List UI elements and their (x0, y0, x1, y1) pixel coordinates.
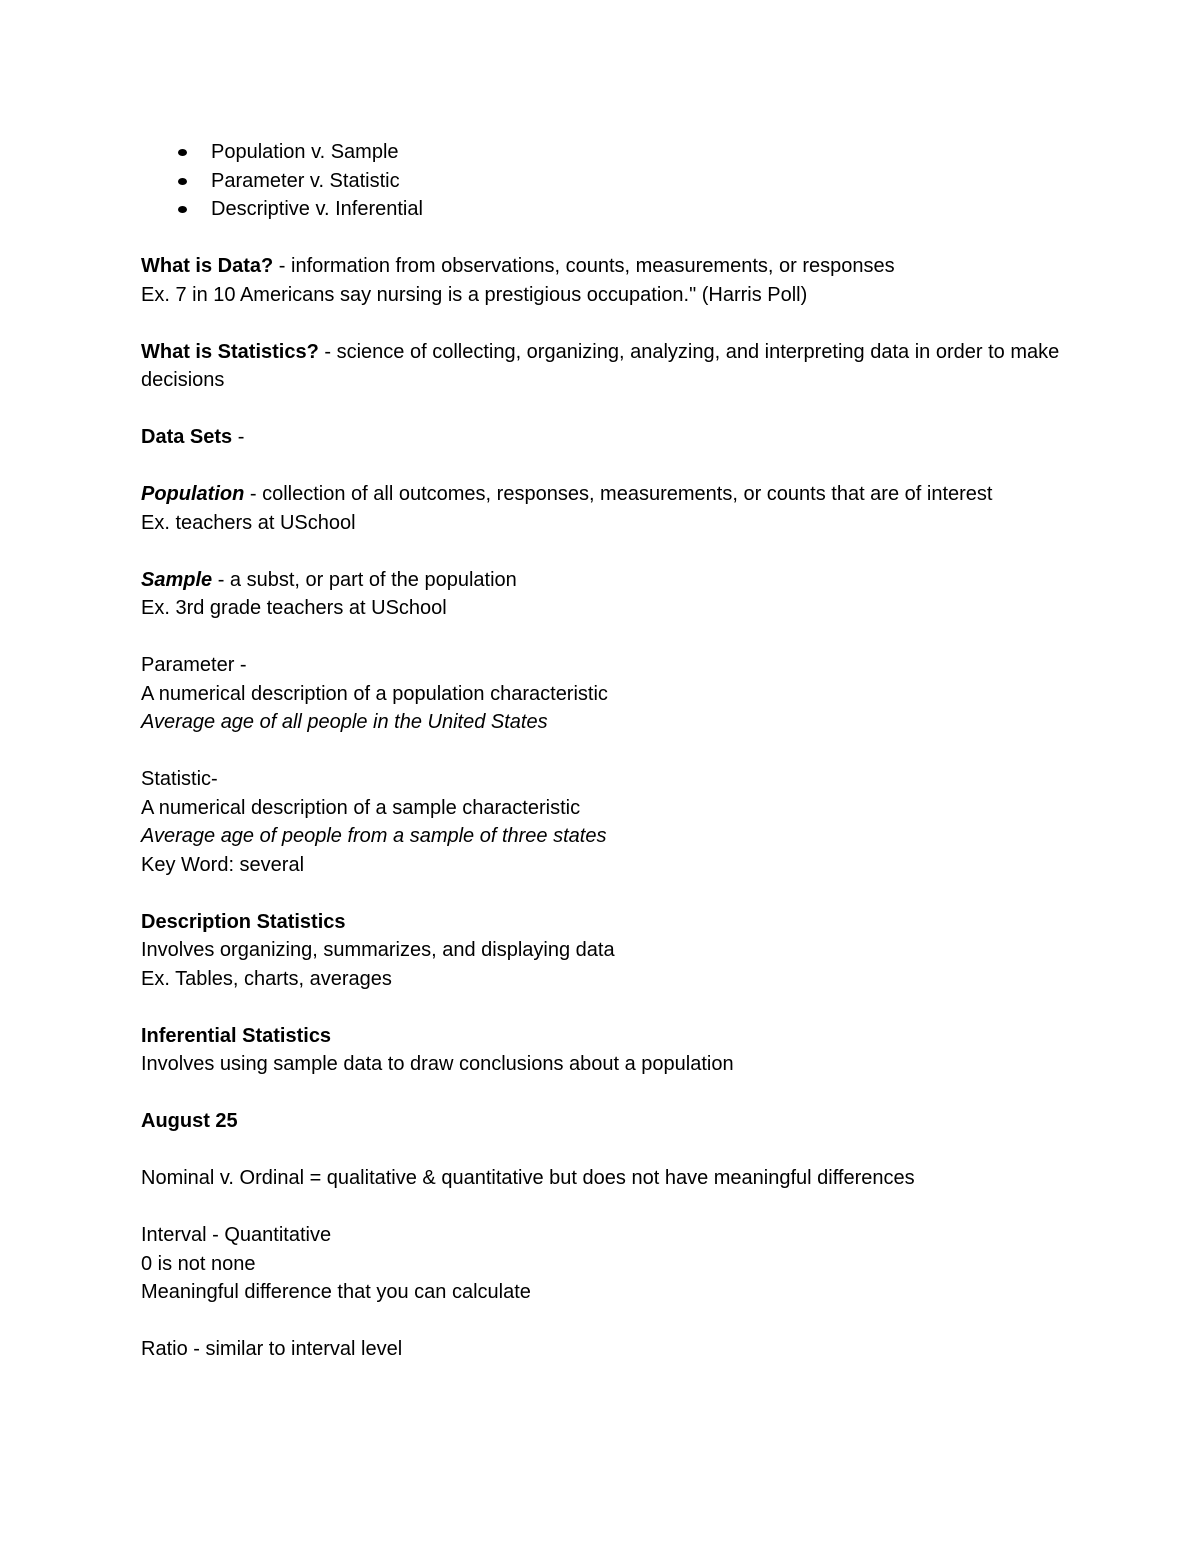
statistic-term: Statistic- (141, 768, 218, 790)
sample-example: Ex. 3rd grade teachers at USchool (141, 597, 447, 619)
spacer (141, 309, 1071, 338)
statistics-definition-block (141, 338, 1071, 395)
spacer (141, 452, 1071, 481)
inferential-block (141, 1022, 1071, 1079)
statistic-keyword: Key Word: several (141, 853, 305, 876)
spacer (141, 395, 1071, 424)
population-example: Ex. teachers at USchool (141, 511, 356, 534)
interval-note-zero: 0 is not none (141, 1252, 256, 1275)
date-heading: August 25 (141, 1110, 238, 1132)
data-sets-suffix: - (232, 426, 245, 448)
population-definition-text: - collection of all outcomes, responses, measurements, or counts that are of interest (244, 483, 993, 505)
descriptive-term: Description Statistics (141, 910, 346, 933)
spacer (141, 537, 1071, 566)
data-definition (141, 252, 1071, 281)
data-term: What is Data? (141, 255, 274, 277)
data-example: Ex. 7 in 10 Americans say nursing is a prestigious occupation." (Harris Poll) (141, 283, 808, 306)
population-term: Population (141, 483, 245, 505)
interval-term: Interval - Quantitative (141, 1224, 332, 1246)
inferential-definition: Involves using sample data to draw conclusions about a population (141, 1053, 734, 1075)
list-item: Parameter v. Statistic (141, 167, 1071, 196)
statistic-definition: A numerical description of a sample characteristic (141, 796, 581, 819)
list-item: Descriptive v. Inferential (141, 195, 1071, 224)
spacer (141, 993, 1071, 1022)
inferential-term: Inferential Statistics (141, 1024, 332, 1047)
statistics-definition (141, 338, 1071, 395)
sample-definition-text: - a subst, or part of the population (212, 568, 517, 591)
interval-block (141, 1221, 1071, 1307)
sample-block (141, 566, 1071, 623)
statistics-definition-text: - science of collecting, organizing, analyzing, and interpreting data in order to make decisions (141, 340, 1060, 391)
spacer (141, 737, 1071, 766)
topic-list (141, 138, 1071, 224)
bullet-icon (178, 178, 187, 185)
document-page (141, 138, 1071, 1364)
bullet-icon (178, 149, 187, 156)
sample-term: Sample (141, 568, 213, 591)
list-item: Population v. Sample (141, 138, 1071, 167)
statistic-example: Average age of people from a sample of three states (141, 825, 607, 847)
interval-note-difference: Meaningful difference that you can calculate (141, 1281, 531, 1303)
ratio-line: Ratio - similar to interval level (141, 1338, 403, 1360)
statistics-term: What is Statistics? (141, 340, 319, 363)
spacer (141, 1193, 1071, 1222)
data-definition-text: - information from observations, counts, measurements, or responses (273, 255, 895, 277)
data-definition-block (141, 252, 1071, 309)
parameter-example: Average age of all people in the United States (141, 711, 548, 733)
descriptive-block (141, 908, 1071, 994)
spacer (141, 1136, 1071, 1165)
population-definition (141, 480, 1071, 509)
parameter-term: Parameter - (141, 654, 247, 676)
descriptive-definition: Involves organizing, summarizes, and displaying data (141, 939, 615, 961)
parameter-block (141, 651, 1071, 737)
spacer (141, 1079, 1071, 1108)
spacer (141, 224, 1071, 253)
data-sets-heading (141, 423, 1071, 452)
parameter-definition: A numerical description of a population characteristic (141, 682, 608, 705)
spacer (141, 1307, 1071, 1336)
statistic-block (141, 765, 1071, 879)
population-block (141, 480, 1071, 537)
spacer (141, 623, 1071, 652)
data-sets-term: Data Sets (141, 426, 233, 448)
descriptive-example: Ex. Tables, charts, averages (141, 967, 392, 990)
nominal-ordinal-line: Nominal v. Ordinal = qualitative & quantitative but does not have meaningful differences (141, 1167, 915, 1189)
spacer (141, 879, 1071, 908)
sample-definition (141, 566, 1071, 595)
bullet-icon (178, 206, 187, 213)
